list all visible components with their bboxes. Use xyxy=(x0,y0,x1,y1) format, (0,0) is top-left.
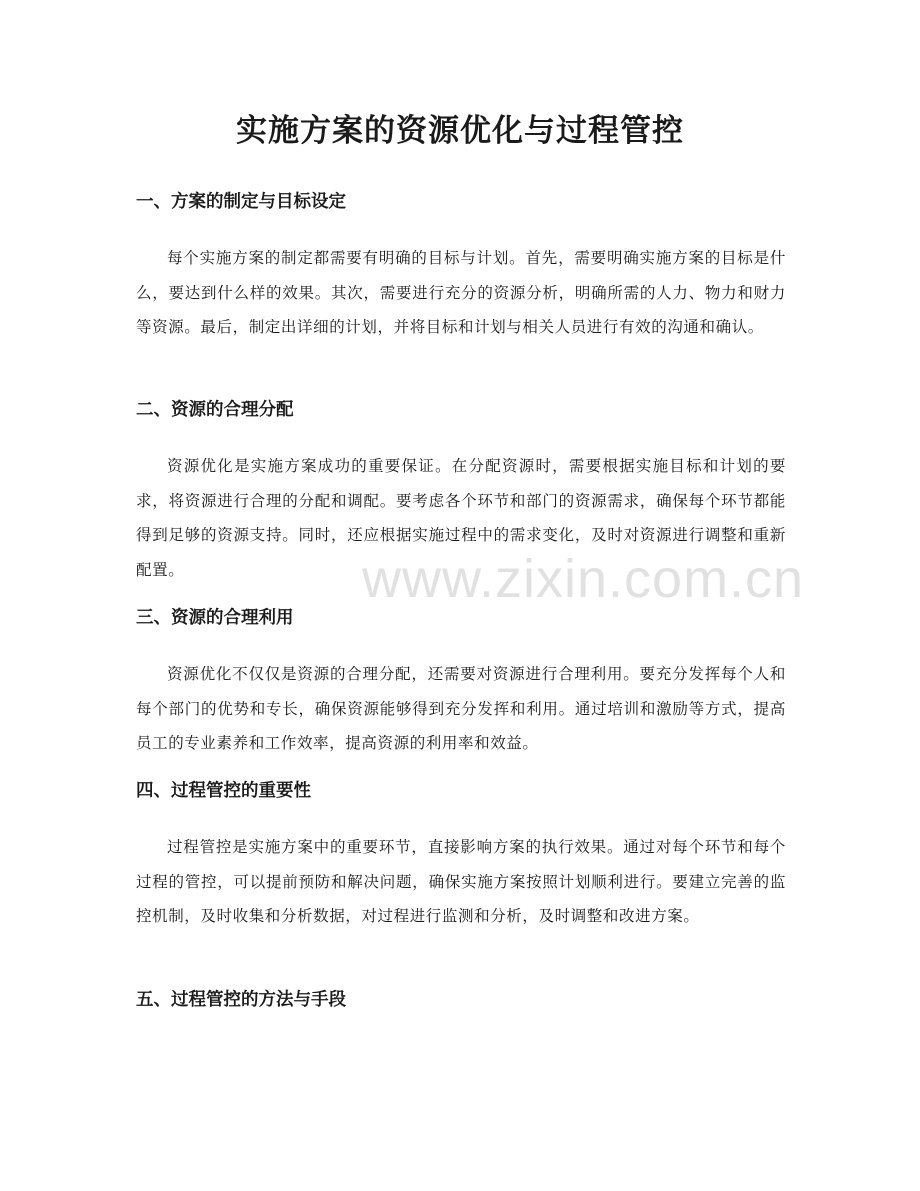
page-title: 实施方案的资源优化与过程管控 xyxy=(236,113,684,149)
section-heading: 四、过程管控的重要性 xyxy=(136,781,311,801)
section-process-control-importance xyxy=(136,778,786,934)
section-heading: 三、资源的合理利用 xyxy=(136,608,294,628)
section-process-control-methods xyxy=(136,987,786,1013)
section-paragraph: 资源优化不仅仅是资源的合理分配，还需要对资源进行合理利用。要充分发挥每个人和每个部门的优势和专长，确保资源能够得到充分发挥和利用。通过培训和激励等方式，提高员工的专业素养和工作效率，提高资源的利用率和效益。 xyxy=(136,665,786,752)
section-paragraph: 资源优化是实施方案成功的重要保证。在分配资源时，需要根据实施目标和计划的要求，将资源进行合理的分配和调配。要考虑各个环节和部门的资源需求，确保每个环节都能得到足够的资源支持。同时，还应根据实施过程中的需求变化，及时对资源进行调整和重新配置。 xyxy=(136,457,786,579)
section-paragraph: 每个实施方案的制定都需要有明确的目标与计划。首先，需要明确实施方案的目标是什么，要达到什么样的效果。其次，需要进行充分的资源分析，明确所需的人力、物力和财力等资源。最后，制定出详细的计划，并将目标和计划与相关人员进行有效的沟通和确认。 xyxy=(136,249,786,336)
section-paragraph: 过程管控是实施方案中的重要环节，直接影响方案的执行效果。通过对每个环节和每个过程的管控，可以提前预防和解决问题，确保实施方案按照计划顺利进行。要建立完善的监控机制，及时收集和分析数据，对过程进行监测和分析，及时调整和改进方案。 xyxy=(136,838,786,925)
section-heading: 一、方案的制定与目标设定 xyxy=(136,192,346,212)
watermark-text: www.zixin.com.cn xyxy=(362,549,805,609)
section-resource-utilization xyxy=(136,605,786,761)
section-heading: 二、资源的合理分配 xyxy=(136,400,294,420)
section-resource-allocation xyxy=(136,397,786,587)
section-goal-setting xyxy=(136,189,786,345)
section-heading: 五、过程管控的方法与手段 xyxy=(136,990,346,1010)
